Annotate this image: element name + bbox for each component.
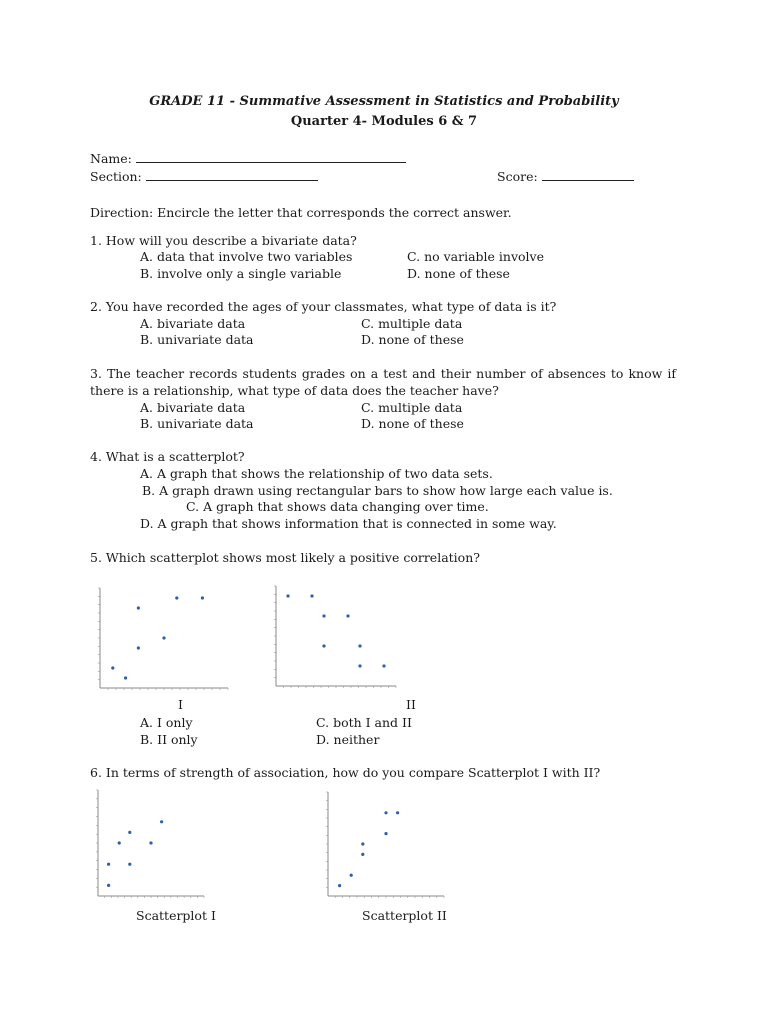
score-blank[interactable] xyxy=(542,169,634,181)
data-point xyxy=(160,820,163,823)
scatterplot-1 xyxy=(92,582,234,698)
data-point xyxy=(382,664,385,667)
data-point xyxy=(384,811,387,814)
q2-option-a[interactable]: A. bivariate data xyxy=(140,316,246,331)
data-point xyxy=(322,614,325,617)
scatterplot-2 xyxy=(268,580,402,696)
q4-option-d[interactable]: D. A graph that shows information that is connected in some way. xyxy=(140,516,557,531)
scatterplot-ii-label: Scatterplot II xyxy=(362,908,447,923)
question-6: 6. In terms of strength of association, how do you compare Scatterplot I with II? xyxy=(90,765,601,780)
q4-option-b[interactable]: B. A graph drawn using rectangular bars to show how large each value is. xyxy=(142,483,613,498)
data-point xyxy=(137,606,140,609)
data-point xyxy=(350,874,353,877)
plot-label-ii: II xyxy=(406,697,416,712)
name-field[interactable] xyxy=(90,151,406,166)
data-point xyxy=(358,644,361,647)
data-point xyxy=(137,646,140,649)
q1-option-a[interactable]: A. data that involve two variables xyxy=(140,249,353,264)
data-point xyxy=(124,676,127,679)
data-point xyxy=(128,831,131,834)
data-point xyxy=(361,842,364,845)
section-label: Section: xyxy=(90,169,142,184)
data-point xyxy=(384,832,387,835)
name-label: Name: xyxy=(90,151,132,166)
data-point xyxy=(175,596,178,599)
score-label: Score: xyxy=(497,169,538,184)
data-point xyxy=(286,594,289,597)
name-blank[interactable] xyxy=(136,151,406,163)
data-point xyxy=(361,853,364,856)
assessment-subtitle: Quarter 4- Modules 6 & 7 xyxy=(290,114,478,129)
q2-option-c[interactable]: C. multiple data xyxy=(361,316,463,331)
q5-option-a[interactable]: A. I only xyxy=(140,715,193,730)
data-point xyxy=(162,636,165,639)
plot-label-i: I xyxy=(178,697,183,712)
data-point xyxy=(346,614,349,617)
q5-option-c[interactable]: C. both I and II xyxy=(316,715,412,730)
data-point xyxy=(322,644,325,647)
data-point xyxy=(118,841,121,844)
q1-option-c[interactable]: C. no variable involve xyxy=(407,249,545,264)
data-point xyxy=(107,884,110,887)
q2-option-d[interactable]: D. none of these xyxy=(361,332,464,347)
section-field[interactable] xyxy=(90,169,318,184)
data-point xyxy=(396,811,399,814)
data-point xyxy=(111,666,114,669)
q3-option-c[interactable]: C. multiple data xyxy=(361,400,463,415)
q5-option-d[interactable]: D. neither xyxy=(316,732,380,747)
data-point xyxy=(358,664,361,667)
q5-option-b[interactable]: B. II only xyxy=(140,732,198,747)
scatterplot-i-label: Scatterplot I xyxy=(136,908,216,923)
q3-option-b[interactable]: B. univariate data xyxy=(140,416,254,431)
data-point xyxy=(310,594,313,597)
question-5: 5. Which scatterplot shows most likely a positive correlation? xyxy=(90,550,480,565)
question-3: 3. The teacher records students grades on a test and their number of absences to know if there is a relationship, what type of data does the teacher have? xyxy=(90,366,676,398)
question-4: 4. What is a scatterplot? xyxy=(90,449,245,464)
q3-option-a[interactable]: A. bivariate data xyxy=(140,400,246,415)
q3-option-d[interactable]: D. none of these xyxy=(361,416,464,431)
plot-axes xyxy=(326,792,444,898)
q2-option-b[interactable]: B. univariate data xyxy=(140,332,254,347)
data-point xyxy=(107,863,110,866)
plot-axes xyxy=(274,586,396,688)
scatterplot-ii xyxy=(320,786,450,906)
data-point xyxy=(128,863,131,866)
question-2: 2. You have recorded the ages of your classmates, what type of data is it? xyxy=(90,299,557,314)
data-point xyxy=(149,841,152,844)
q1-option-d[interactable]: D. none of these xyxy=(407,266,510,281)
q4-option-a[interactable]: A. A graph that shows the relationship of two data sets. xyxy=(140,466,493,481)
data-point xyxy=(201,596,204,599)
assessment-title: GRADE 11 - Summative Assessment in Statistics and Probability xyxy=(149,94,619,109)
direction-text: Direction: Encircle the letter that corresponds the correct answer. xyxy=(90,205,512,220)
scatterplot-i xyxy=(90,784,210,906)
question-1: 1. How will you describe a bivariate data? xyxy=(90,233,357,248)
data-point xyxy=(338,884,341,887)
section-blank[interactable] xyxy=(146,169,318,181)
q1-option-b[interactable]: B. involve only a single variable xyxy=(140,266,342,281)
q4-option-c[interactable]: C. A graph that shows data changing over time. xyxy=(186,499,489,514)
score-field[interactable] xyxy=(497,169,634,184)
